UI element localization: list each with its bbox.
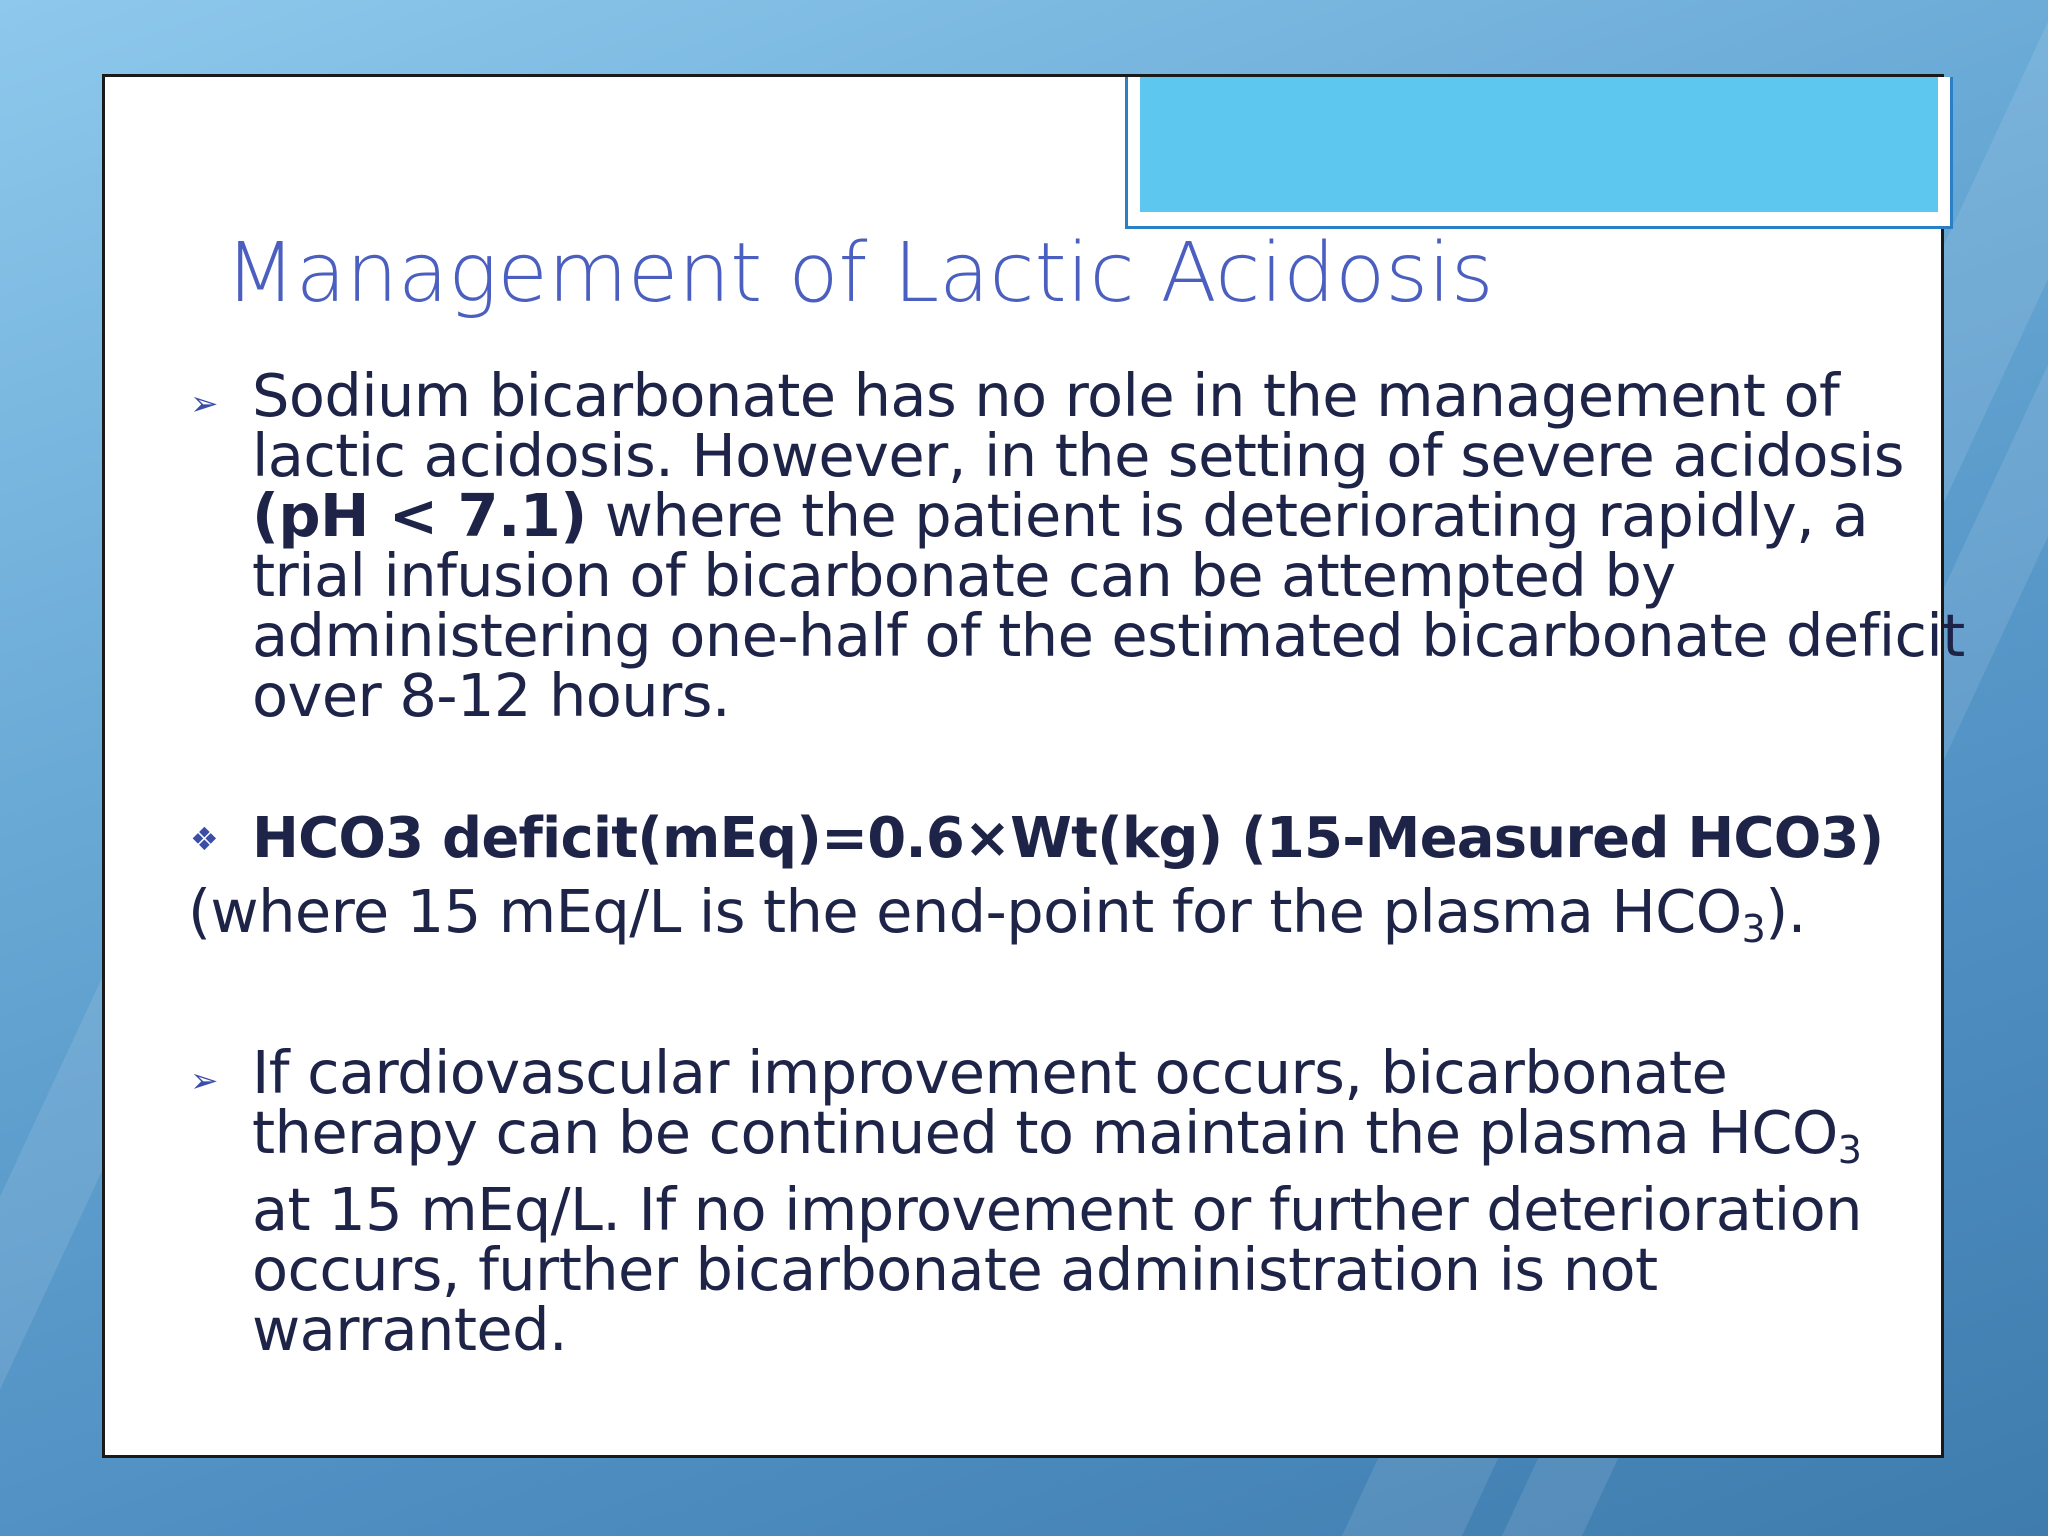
bullet-text: Sodium bicarbonate has no role in the management of lactic acidosis. However, in the setting of severe acidosis (pH < 7.1) where the patient is deteriorating rapidly, a trial infusion of bicarbonate can be attempted by administering one-half of the estimated bicarbonate deficit over 8-12 hours. bbox=[252, 361, 1965, 730]
bullet-cardiovascular-improvement bbox=[190, 1038, 1912, 1364]
bullet-text: If cardiovascular improvement occurs, bicarbonate therapy can be continued to maintain the plasma $HCO_3$ at 15 mEq/L. If no improvement or further deterioration occurs, further bicarbonate administration is not warranted. bbox=[252, 1038, 1862, 1364]
accent-header-box bbox=[1125, 77, 1953, 229]
slide-title: Management of Lactic Acidosis bbox=[225, 226, 1494, 321]
bullet-sodium-bicarbonate bbox=[190, 361, 1972, 730]
arrow-bullet-icon: ➢ bbox=[190, 1061, 219, 1101]
formula-block bbox=[190, 806, 1883, 951]
formula-note: (where 15 mEq/L is the end-point for the plasma $HCO_3$). bbox=[188, 877, 1806, 951]
ph-threshold: (pH < 7.1) bbox=[252, 481, 587, 550]
accent-header-fill bbox=[1140, 77, 1938, 212]
diamond-bullet-icon: ❖ bbox=[190, 820, 218, 858]
formula-text: HCO3 deficit(mEq)=0.6×Wt(kg) (15-Measured HCO3) bbox=[252, 806, 1884, 871]
arrow-bullet-icon: ➢ bbox=[190, 384, 219, 424]
